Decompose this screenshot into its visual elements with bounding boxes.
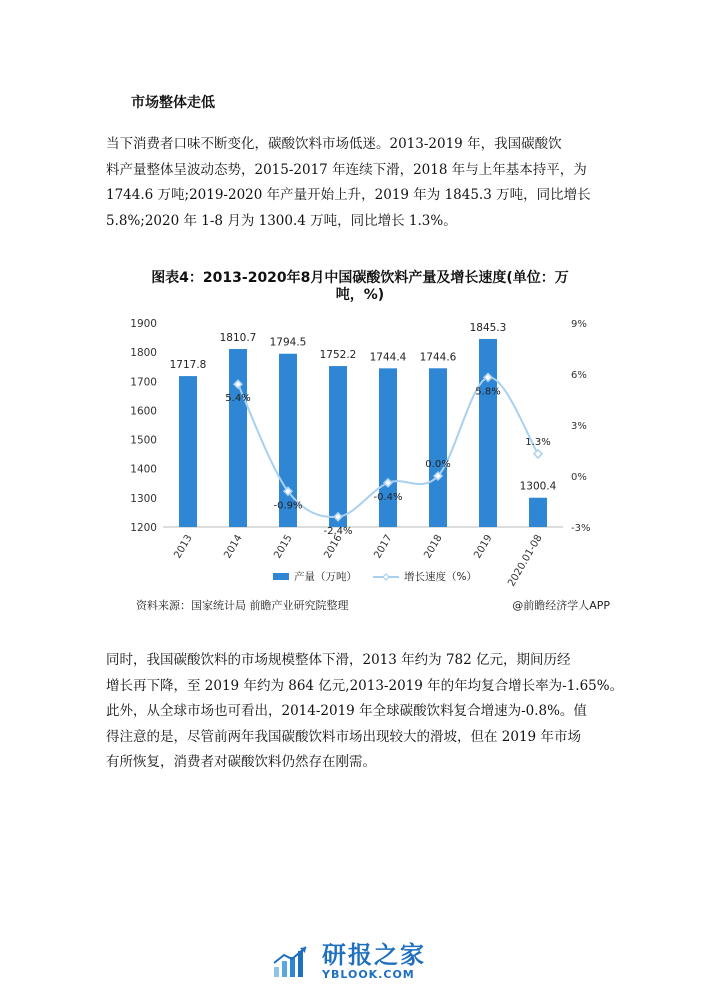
growth-rate-label: -2.4% <box>323 525 353 537</box>
paragraph-line: 此外，从全球市场也可看出，2014-2019 年全球碳酸饮料复合增速为-0.8%。值 <box>106 703 587 719</box>
paragraph-1 <box>106 132 606 234</box>
y-right-tick-label: -3% <box>571 523 591 534</box>
site-logo[interactable] <box>272 942 426 981</box>
paragraph-line: 得注意的是，尽管前两年我国碳酸饮料市场出现较大的滑坡，但在 2019 年市场 <box>106 728 581 745</box>
x-tick-label: 2018 <box>422 533 445 561</box>
bar-value-label: 1810.7 <box>219 332 257 345</box>
bar-2019 <box>479 339 497 527</box>
bar-2017 <box>379 368 397 527</box>
y-left-tick-label: 1400 <box>130 463 157 476</box>
bar-2016 <box>329 366 347 527</box>
chart-title-line: 图表4：2013-2020年8月中国碳酸饮料产量及增长速度(单位：万 <box>151 270 569 286</box>
bar-chart-logo-icon <box>272 945 316 979</box>
y-left-tick-label: 1800 <box>130 347 157 360</box>
x-tick-label: 2019 <box>472 533 495 561</box>
paragraph-2 <box>106 648 624 776</box>
section-heading: 市场整体走低 <box>131 95 215 111</box>
y-right-tick-label: 6% <box>571 370 587 381</box>
paragraph-line: 增长再下降，至 2019 年约为 864 亿元,2013-2019 年的年均复合增长率为-1.65%。 <box>106 677 624 694</box>
bar-2018 <box>429 368 447 527</box>
x-tick-label: 2016 <box>322 533 345 561</box>
paragraph-line: 同时，我国碳酸饮料的市场规模整体下滑，2013 年约为 782 亿元，期间历经 <box>106 652 571 668</box>
paragraph-line: 有所恢复，消费者对碳酸饮料仍然存在刚需。 <box>106 754 376 770</box>
legend-bar-label: 产量（万吨） <box>294 571 357 583</box>
x-tick-label: 2013 <box>172 533 195 561</box>
x-tick-label: 2015 <box>272 533 295 561</box>
growth-rate-point <box>534 450 542 458</box>
logo-name: 研报之家 <box>322 941 426 969</box>
bar-2013 <box>179 376 197 527</box>
bar-value-label: 1300.4 <box>519 480 557 493</box>
legend-line-marker <box>383 574 389 580</box>
growth-rate-label: -0.4% <box>373 491 403 503</box>
bar-2020.01-08 <box>529 498 547 527</box>
y-left-tick-label: 1700 <box>130 376 157 389</box>
growth-rate-label: 5.8% <box>475 386 501 398</box>
x-tick-label: 2014 <box>222 533 245 561</box>
bar-value-label: 1845.3 <box>469 321 507 334</box>
x-tick-label: 2017 <box>372 533 395 561</box>
x-tick-label: 2020.01-08 <box>506 533 545 589</box>
bar-value-label: 1794.5 <box>269 336 307 349</box>
production-chart <box>120 312 600 597</box>
logo-domain: YBLOOK.COM <box>322 968 415 981</box>
y-left-tick-label: 1600 <box>130 405 157 418</box>
growth-rate-label: 0.0% <box>425 459 451 470</box>
paragraph-line: 5.8%;2020 年 1-8 月为 1300.4 万吨，同比增长 1.3%。 <box>106 212 457 229</box>
y-left-tick-label: 1500 <box>130 434 157 447</box>
paragraph-line: 当下消费者口味不断变化，碳酸饮料市场低迷。2013-2019 年，我国碳酸饮 <box>106 136 562 152</box>
y-left-tick-label: 1900 <box>130 318 157 330</box>
legend-line-label: 增长速度（%） <box>404 571 477 583</box>
bar-value-label: 1744.4 <box>369 351 407 364</box>
paragraph-line: 1744.6 万吨;2019-2020 年产量开始上升，2019 年为 1845.3 万吨，同比增长 <box>106 187 591 203</box>
source-credit: @前瞻经济学人APP <box>512 599 610 612</box>
bar-value-label: 1717.8 <box>169 359 207 372</box>
chart-title <box>150 270 570 304</box>
bar-2014 <box>229 349 247 527</box>
bar-value-label: 1752.2 <box>319 349 357 362</box>
bar-value-label: 1744.6 <box>419 351 457 364</box>
paragraph-line: 料产量整体呈波动态势，2015-2017 年连续下滑，2018 年与上年基本持平，为 <box>106 161 587 178</box>
y-right-tick-label: 0% <box>571 472 587 483</box>
chart-title-line: 吨，%) <box>335 287 385 303</box>
source-note: 资料来源：国家统计局 前瞻产业研究院整理 <box>136 599 349 612</box>
growth-rate-label: 1.3% <box>525 436 551 448</box>
y-right-tick-label: 9% <box>571 319 587 330</box>
growth-rate-label: 5.4% <box>225 393 251 405</box>
y-left-tick-label: 1300 <box>130 492 157 505</box>
growth-rate-label: -0.9% <box>273 500 303 512</box>
legend-bar-swatch <box>273 573 289 580</box>
y-left-tick-label: 1200 <box>130 522 157 534</box>
y-right-tick-label: 3% <box>571 421 587 432</box>
